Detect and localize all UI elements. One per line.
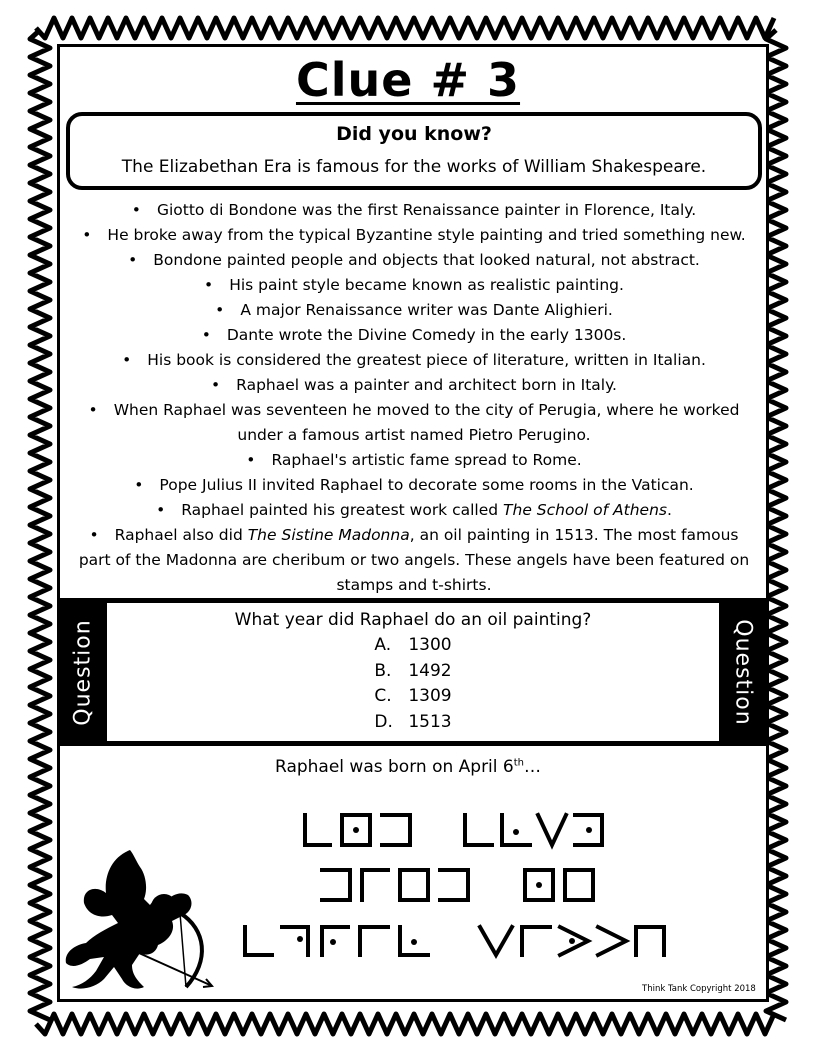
did-you-know-box	[66, 112, 762, 190]
did-you-know-heading: Did you know?	[336, 123, 492, 145]
fact-list-item: • His paint style became known as realistic painting.	[60, 273, 768, 298]
fact-list-item: • Raphael painted his greatest work called The School of Athens.	[60, 498, 768, 523]
cipher-word	[322, 870, 593, 900]
fact-list-item: • Raphael also did The Sistine Madonna, an oil painting in 1513. The most famous part of the Madonna are cheribum or two angels. These angels have been featured on stamps and t-shirts.	[60, 523, 768, 598]
fact-list-item: • Bondone painted people and objects that looked natural, not abstract.	[60, 248, 768, 273]
fact-list-item: • Dante wrote the Divine Comedy in the early 1300s.	[60, 323, 768, 348]
answer-option[interactable]: B. 1492	[374, 660, 452, 681]
page-title: Clue # 3	[295, 53, 521, 107]
copyright-text: Think Tank Copyright 2018	[642, 984, 756, 994]
answer-option[interactable]: D. 1513	[374, 711, 452, 732]
question-box	[107, 603, 719, 741]
cupid-silhouette-icon	[60, 845, 215, 995]
hint-text: Raphael was born on April 6th…	[275, 757, 541, 777]
fact-list-item: • Pope Julius II invited Raphael to decorate some rooms in the Vatican.	[60, 473, 768, 498]
fact-list-item: • When Raphael was seventeen he moved to the city of Perugia, where he worked under a famous artist named Pietro Perugino.	[60, 398, 768, 448]
pigpen-cipher-message	[230, 805, 680, 970]
question-text: What year did Raphael do an oil painting?	[234, 610, 592, 630]
question-side-label-right: Question	[730, 618, 756, 726]
fact-list-item: • His book is considered the greatest piece of literature, written in Italian.	[60, 348, 768, 373]
question-side-label-left: Question	[70, 618, 96, 726]
answer-option[interactable]: C. 1309	[374, 686, 452, 706]
cipher-word	[305, 815, 602, 845]
fact-list-item: • A major Renaissance writer was Dante Alighieri.	[60, 298, 768, 323]
answer-option[interactable]: A. 1300	[374, 635, 452, 655]
zigzag-border-edge	[36, 1014, 774, 1034]
fact-list	[60, 198, 768, 598]
cipher-word	[245, 927, 664, 955]
zigzag-border-edge	[36, 18, 774, 38]
fact-list-item: • Raphael's artistic fame spread to Rome.	[60, 448, 768, 473]
answer-options	[107, 633, 719, 735]
fact-list-item: • Raphael was a painter and architect born in Italy.	[60, 373, 768, 398]
did-you-know-fact: The Elizabethan Era is famous for the works of William Shakespeare.	[121, 157, 707, 177]
fact-list-item: • He broke away from the typical Byzantine style painting and tried something new.	[60, 223, 768, 248]
zigzag-border-edge	[30, 30, 50, 1020]
zigzag-border-edge	[766, 30, 786, 1020]
fact-list-item: • Giotto di Bondone was the first Renaissance painter in Florence, Italy.	[60, 198, 768, 223]
